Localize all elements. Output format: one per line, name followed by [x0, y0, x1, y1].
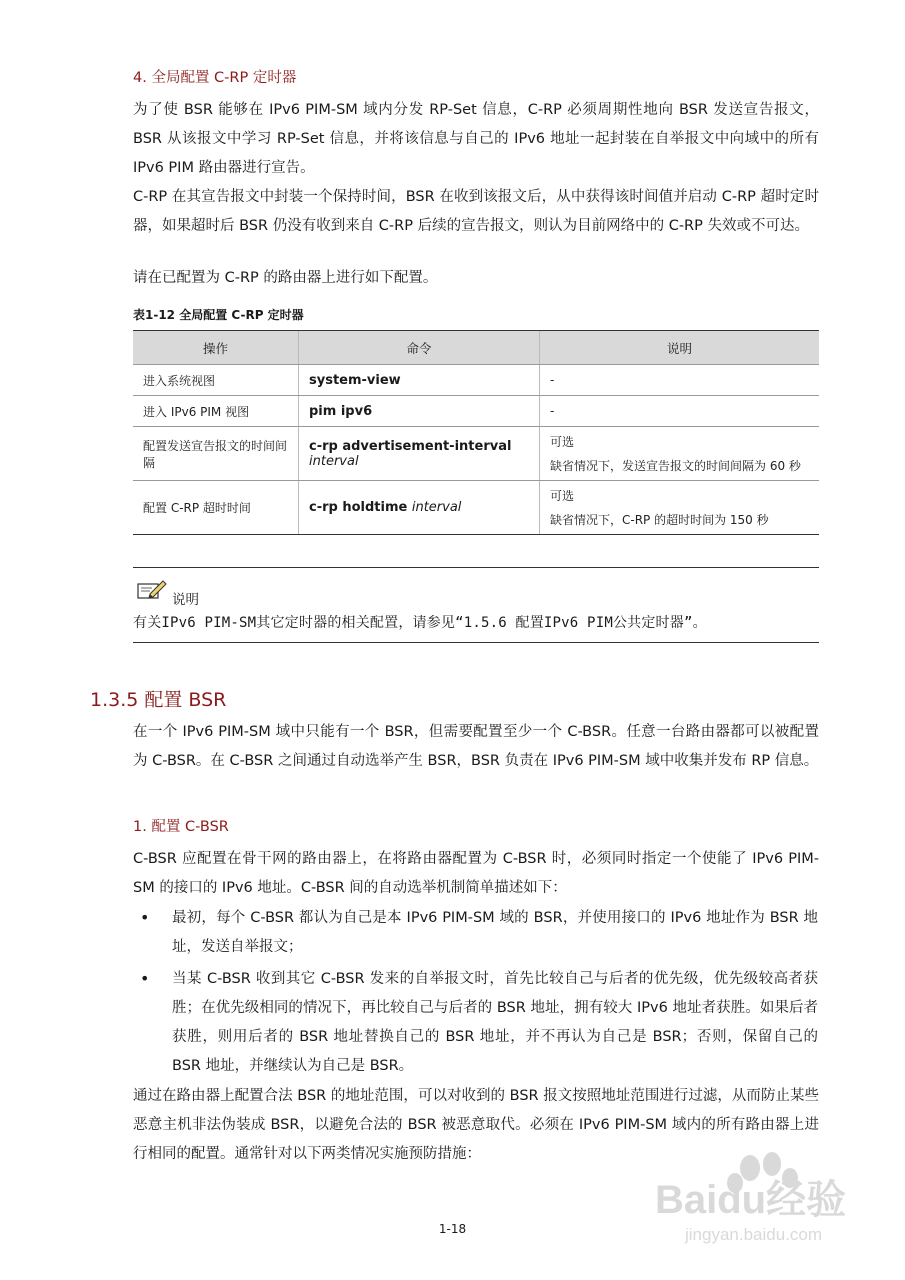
section-heading-crp-timer: 4. 全局配置 C-RP 定时器	[133, 70, 297, 86]
cell-operation: 配置 C-RP 超时时间	[133, 481, 299, 535]
command-text: c-rp holdtime	[309, 500, 408, 515]
paragraph-rp-set: 为了使 BSR 能够在 IPv6 PIM-SM 域内分发 RP-Set 信息，C-RP 必须周期性地向 BSR 发送宣告报文，BSR 从该报文中学习 RP-Set 信息，并将该信息与自己的 IPv6 地址一起封装在自举报文中向域中的所有 IPv6 PIM 路由器进行宣告。	[133, 102, 819, 176]
cell-command	[299, 427, 540, 481]
cell-description	[540, 481, 820, 535]
header-command: 命令	[299, 331, 540, 365]
section-heading-bsr: 1.3.5 配置 BSR	[90, 689, 227, 711]
cell-command	[299, 396, 540, 427]
table-row	[133, 481, 819, 535]
cell-description: -	[540, 365, 820, 396]
bullet-dot: •	[140, 908, 150, 927]
cell-operation: 配置发送宣告报文的时间间隔	[133, 427, 299, 481]
header-operation: 操作	[133, 331, 299, 365]
cell-description: -	[540, 396, 820, 427]
paragraph-holdtime: C-RP 在其宣告报文中封装一个保持时间，BSR 在收到该报文后，从中获得该时间值并启动 C-RP 超时定时器，如果超时后 BSR 仍没有收到来自 C-RP 后续的宣告报文，则认为目前网络中的 C-RP 失效或不可达。	[133, 189, 819, 234]
cell-operation: 进入系统视图	[133, 365, 299, 396]
list-item: 最初，每个 C-BSR 都认为自己是本 IPv6 PIM-SM 域的 BSR，并使用接口的 IPv6 地址作为 BSR 地址，发送自举报文；	[172, 910, 818, 955]
command-argument: interval	[309, 453, 359, 469]
description-line: 缺省情况下，C-RP 的超时时间为 150 秒	[550, 512, 769, 527]
cell-operation: 进入 IPv6 PIM 视图	[133, 396, 299, 427]
note-top-rule	[133, 567, 819, 568]
command-text: system-view	[309, 372, 401, 388]
watermark-logo-text: Baidu经验	[655, 1178, 847, 1222]
description-line: 可选	[550, 488, 575, 503]
list-item: 当某 C-BSR 收到其它 C-BSR 发来的自举报文时，首先比较自己与后者的优先级，优先级较高者获胜；在优先级相同的情况下，再比较自己与后者的 BSR 地址，拥有较大 IPv6 地址者获胜。如果后者获胜，则用后者的 BSR 地址替换自己的 BSR 地址，并不再认为自己是 BSR；否则，保留自己的 BSR 地址，并继续认为自己是 BSR。	[172, 971, 818, 1074]
table-row	[133, 365, 819, 396]
header-description: 说明	[540, 331, 820, 365]
table-header-row	[133, 331, 819, 365]
note-label: 说明	[172, 592, 199, 608]
note-pencil-icon	[136, 578, 168, 600]
paragraph-bsr-intro: 在一个 IPv6 PIM-SM 域中只能有一个 BSR，但需要配置至少一个 C-BSR。任意一台路由器都可以被配置为 C-BSR。在 C-BSR 之间通过自动选举产生 BSR，BSR 负责在 IPv6 PIM-SM 域中收集并发布 RP 信息。	[133, 724, 819, 769]
bullet-dot: •	[140, 969, 150, 988]
paragraph-config-hint: 请在已配置为 C-RP 的路由器上进行如下配置。	[133, 270, 438, 286]
note-bottom-rule	[133, 642, 819, 643]
cell-command	[299, 481, 540, 535]
table-caption: 表1-12 全局配置 C-RP 定时器	[133, 308, 304, 322]
watermark-url: jingyan.baidu.com	[685, 1225, 823, 1244]
cell-description	[540, 427, 820, 481]
command-text: pim ipv6	[309, 403, 373, 419]
command-table	[133, 330, 819, 535]
command-argument: interval	[411, 500, 462, 515]
baidu-watermark-logo	[645, 1138, 865, 1248]
note-text: 有关IPv6 PIM-SM其它定时器的相关配置，请参见“1.5.6 配置IPv6 PIM公共定时器”。	[133, 615, 707, 631]
paragraph-bsr-filter: 通过在路由器上配置合法 BSR 的地址范围，可以对收到的 BSR 报文按照地址范围进行过滤，从而防止某些恶意主机非法伪装成 BSR，以避免合法的 BSR 被恶意取代。必须在 IPv6 PIM-SM 域内的所有路由器上进行相同的配置。通常针对以下两类情况实施预防措施：	[133, 1088, 819, 1162]
table-row	[133, 396, 819, 427]
cell-command	[299, 365, 540, 396]
table-row	[133, 427, 819, 481]
command-text: c-rp advertisement-interval	[309, 438, 512, 454]
description-line: 缺省情况下，发送宣告报文的时间间隔为 60 秒	[550, 458, 801, 473]
description-line: 可选	[550, 434, 575, 449]
paragraph-cbsr: C-BSR 应配置在骨干网的路由器上，在将路由器配置为 C-BSR 时，必须同时指定一个使能了 IPv6 PIM-SM 的接口的 IPv6 地址。C-BSR 间的自动选举机制简单描述如下：	[133, 851, 819, 896]
sub-heading-cbsr: 1. 配置 C-BSR	[133, 819, 229, 835]
page-number: 1-18	[438, 1222, 467, 1236]
